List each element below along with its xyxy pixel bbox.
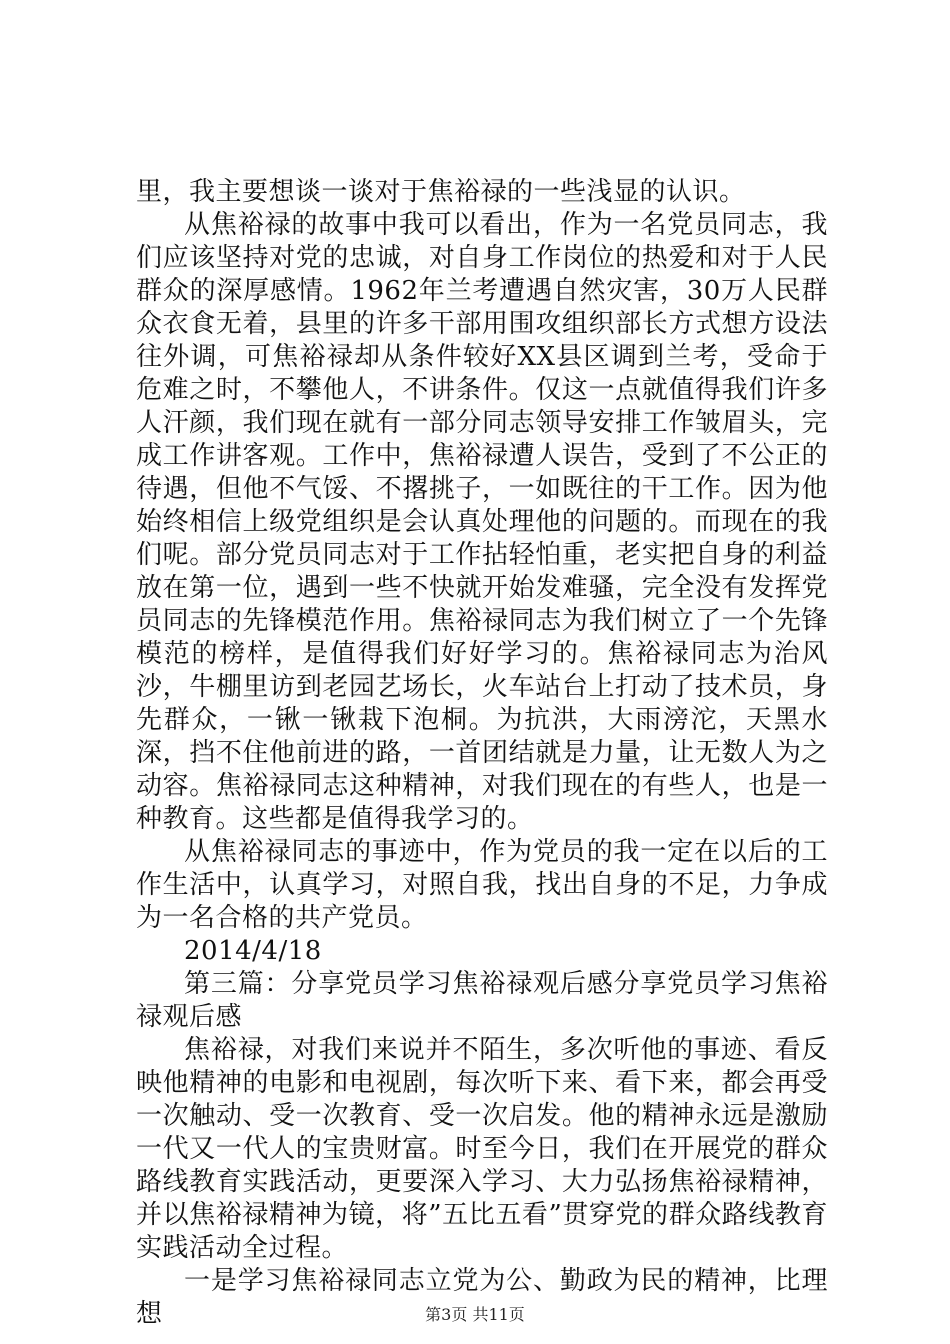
paragraph-personal-resolution: 从焦裕禄同志的事迹中，作为党员的我一定在以后的工作生活中，认真学习，对照自我，找出自身的不足，力争成为一名合格的共产党员。: [136, 837, 828, 933]
paragraph-jiao-yulu-intro: 焦裕禄，对我们来说并不陌生，多次听他的事迹、看反映他精神的电影和电视剧，每次听下来、看下来，都会再受一次触动、受一次教育、受一次启发。他的精神永远是激励一代又一代人的宝贵财富。时至今日，我们在开展党的群众路线教育实践活动，更要深入学习、大力弘扬焦裕禄精神，并以焦裕禄精神为镜，将”五比五看”贯穿党的群众路线教育实践活动全过程。: [136, 1035, 828, 1263]
paragraph-continuation: 里，我主要想谈一谈对于焦裕禄的一些浅显的认识。: [136, 177, 746, 207]
paragraph-party-member-qualities: 从焦裕禄的故事中我可以看出，作为一名党员同志，我们应该坚持对党的忠诚，对自身工作岗位的热爱和对于人民群众的深厚感情。1962年兰考遭遇自然灾害，30万人民群众衣食无着，县里的许多干部用围攻组织部长方式想方设法往外调，可焦裕禄却从条件较好XX县区调到兰考，受命于危难之时，不攀他人，不讲条件。仅这一点就值得我们许多人汗颜，我们现在就有一部分同志领导安排工作皱眉头，完成工作讲客观。工作中，焦裕禄遭人误告，受到了不公正的待遇，但他不气馁、不撂挑子，一如既往的干工作。因为他始终相信上级党组织是会认真处理他的问题的。而现在的我们呢。部分党员同志对于工作拈轻怕重，老实把自身的利益放在第一位，遇到一些不快就开始发难骚，完全没有发挥党员同志的先锋模范作用。焦裕禄同志为我们树立了一个先锋模范的榜样，是值得我们好好学习的。焦裕禄同志为治风沙，牛棚里访到老园艺场长，火车站台上打动了技术员，身先群众，一锹一锹栽下泡桐。为抗洪，大雨滂沱，天黑水深，挡不住他前进的路，一首团结就是力量，让无数人为之动容。焦裕禄同志这种精神，对我们现在的有些人，也是一种教育。这些都是值得我学习的。: [136, 210, 828, 834]
paragraph-date: 2014/4/18: [184, 936, 322, 966]
page-number-footer: 第3页 共11页: [425, 1305, 525, 1324]
section-heading-part-three: 第三篇：分享党员学习焦裕禄观后感分享党员学习焦裕禄观后感: [136, 969, 828, 1032]
document-body: [136, 176, 828, 1331]
paragraph-point-one: 一是学习焦裕禄同志立党为公、勤政为民的精神，比理想: [136, 1266, 828, 1329]
